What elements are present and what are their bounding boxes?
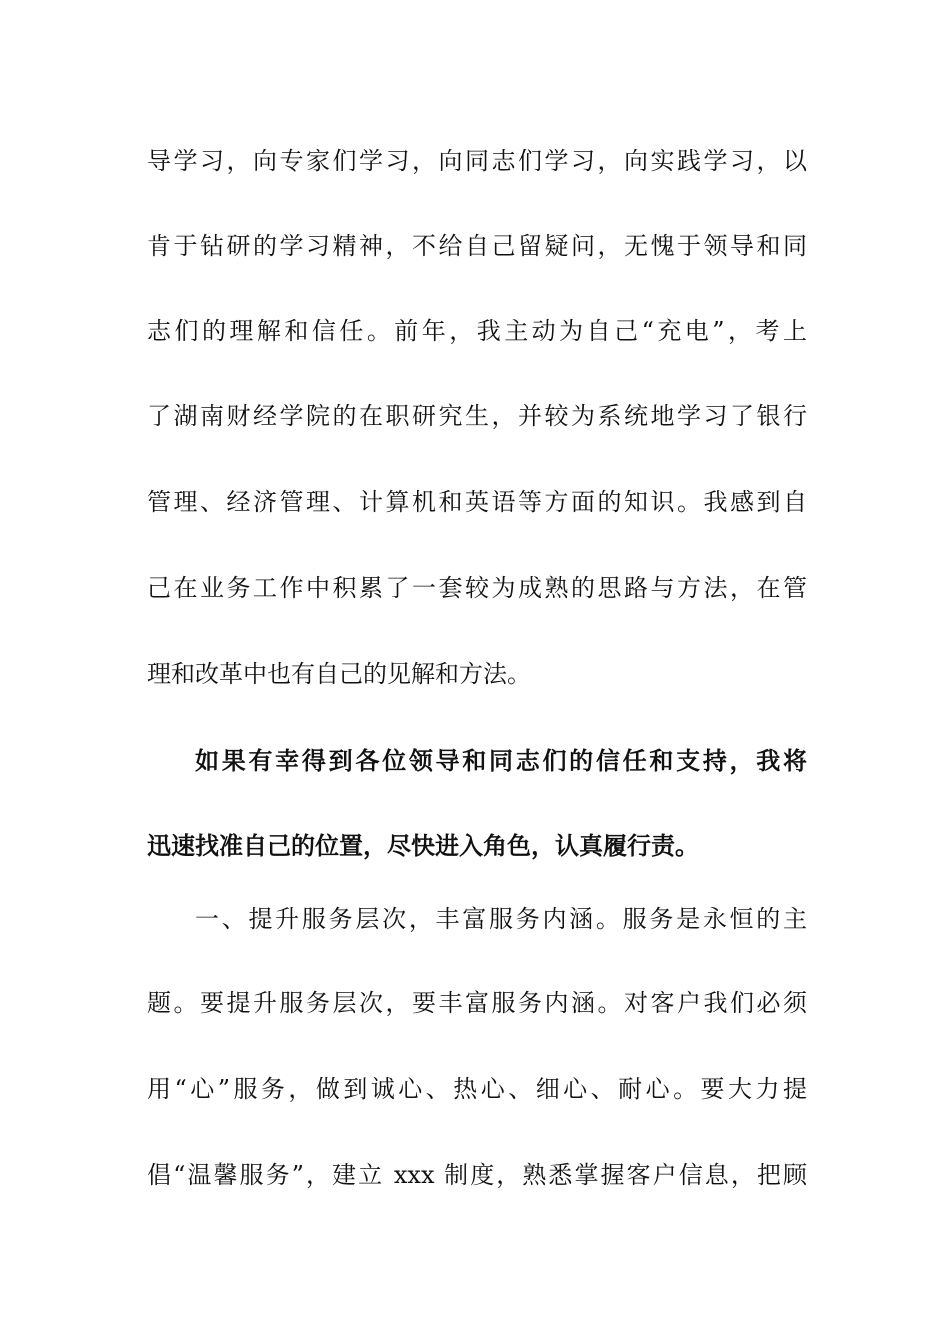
text-line: 导学习，向专家们学习，向同志们学习，向实践学习，以 [147, 147, 807, 175]
text-line: 理和改革中也有自己的见解和方法。 [147, 660, 531, 688]
text-line: 己在业务工作中积累了一套较为成熟的思路与方法，在管 [147, 574, 807, 602]
text-line: 管理、经济管理、计算机和英语等方面的知识。我感到自 [147, 488, 807, 516]
bold-text-line: 迅速找准自己的位置，尽快进入角色，认真履行责。 [147, 831, 699, 860]
bold-text-line: 如果有幸得到各位领导和同志们的信任和支持，我将 [195, 746, 807, 775]
text-line: 题。要提升服务层次，要丰富服务内涵。对客户我们必须 [147, 989, 807, 1017]
text-line: 倡“温馨服务”，建立 xxx 制度，熟悉掌握客户信息，把顾 [147, 1161, 807, 1189]
text-line: 肯于钻研的学习精神，不给自己留疑问，无愧于领导和同 [147, 232, 807, 260]
text-line: 一、提升服务层次，丰富服务内涵。服务是永恒的主 [195, 905, 807, 933]
text-line: 了湖南财经学院的在职研究生，并较为系统地学习了银行 [147, 402, 807, 430]
text-line: 用“心”服务，做到诚心、热心、细心、耐心。要大力提 [147, 1075, 807, 1103]
text-line: 志们的理解和信任。前年，我主动为自己“充电”，考上 [147, 317, 807, 345]
